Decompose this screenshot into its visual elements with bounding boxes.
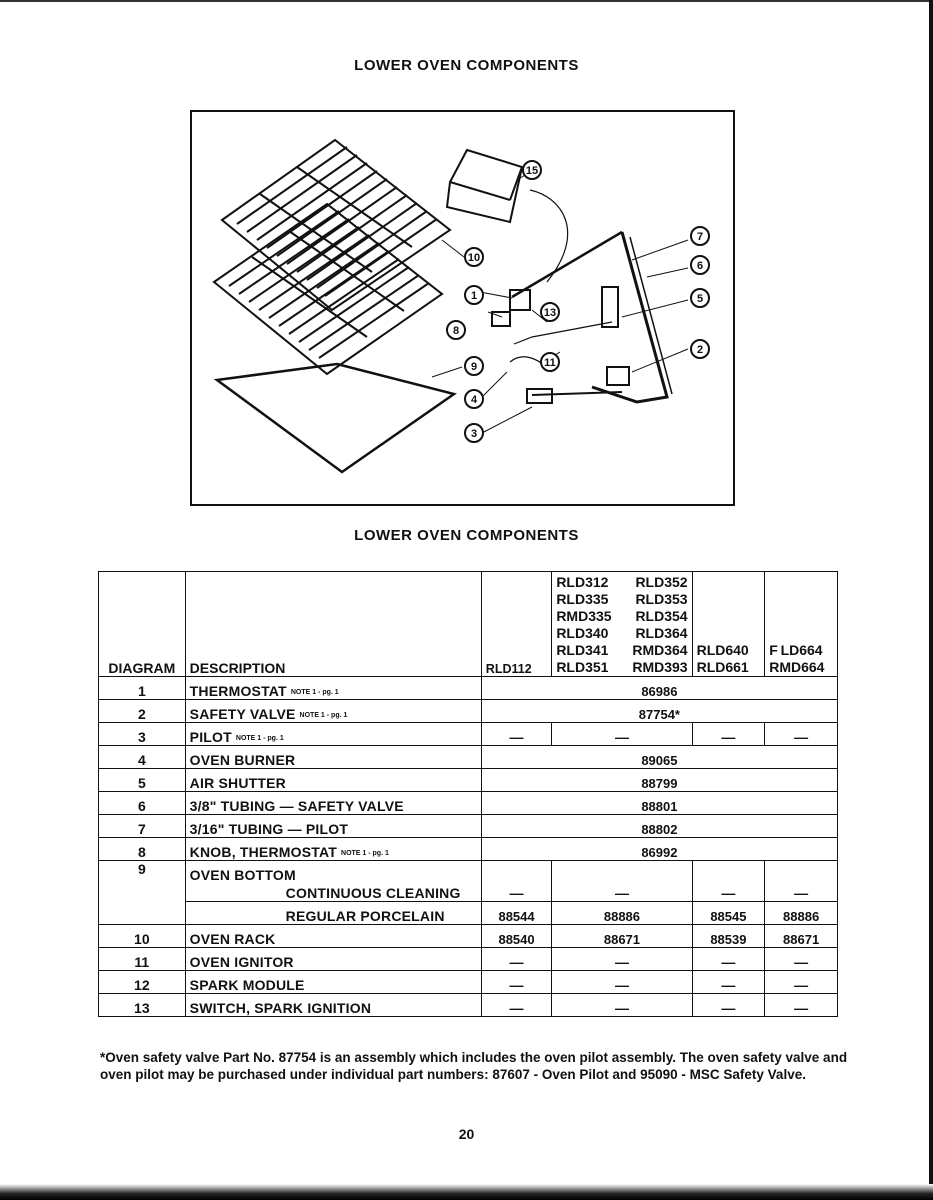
part-number: 87754* [481,700,837,723]
note-ref: NOTE 1 - pg. 1 [290,688,339,696]
row-description [185,700,481,723]
row-description [185,769,481,792]
row-number: 6 [99,792,186,815]
model-code: RLD341 [556,642,609,658]
oven-bottom-panel [217,364,454,472]
table-row [99,925,838,948]
row-description [185,723,481,746]
part-number: — [765,861,838,902]
part-number: — [552,971,692,994]
part-number: 88886 [552,902,692,925]
description-text: REGULAR PORCELAIN [285,908,445,924]
part-number: — [765,723,838,746]
model-code: RMD393 [632,659,688,675]
row-sub-description [185,883,481,902]
page-title: LOWER OVEN COMPONENTS [354,57,579,74]
description-text: SWITCH, SPARK IGNITION [189,1000,372,1016]
note-ref: NOTE 1 - pg. 1 [235,734,284,742]
table-row [99,994,838,1017]
description-text: OVEN IGNITOR [189,954,294,970]
table-row [99,861,838,884]
row-description [185,861,481,884]
model-code: RLD354 [635,608,688,624]
table-row [99,792,838,815]
part-number: — [765,948,838,971]
table-row [99,902,838,925]
row-description [185,792,481,815]
part-number: — [481,723,552,746]
header-diagram: DIAGRAM [99,572,186,677]
exploded-parts-diagram [190,110,735,506]
callout-label-3: 3 [470,428,478,440]
description-text: THERMOSTAT [189,683,287,699]
table-row [99,723,838,746]
description-text: CONTINUOUS CLEANING [285,885,461,901]
part-number: — [481,948,552,971]
table-row [99,769,838,792]
callout-label-6: 6 [696,260,704,272]
part-number: — [481,994,552,1017]
callout-label-7: 7 [696,231,704,243]
footnote: *Oven safety valve Part No. 87754 is an assembly which includes the oven pilot assembly. The oven safety valve and oven pilot may be purchased under individual part numbers: 87607 - Oven Pilot and 95090 - MSC Safety Valve. [100,1050,848,1082]
table-row [99,838,838,861]
row-number: 12 [99,971,186,994]
part-number: 86992 [481,838,837,861]
part-number: — [692,723,765,746]
row-description [185,994,481,1017]
part-number: — [552,861,692,902]
description-text: KNOB, THERMOSTAT [189,844,338,860]
model-code: RLD335 [556,591,609,607]
oven-rack-lower [214,204,442,374]
description-text: AIR SHUTTER [189,775,286,791]
spark-module-box [447,150,522,222]
table-row [99,746,838,769]
oven-rack-upper [222,140,450,310]
callout-label-15: 15 [525,165,539,177]
scan-edge-top [0,0,933,2]
table-header-row [99,572,838,677]
row-number: 10 [99,925,186,948]
parts-table [98,571,838,1017]
table-row [99,677,838,700]
callout-label-11: 11 [544,357,556,369]
header-model-a: RLD112 [481,572,552,677]
row-description [185,677,481,700]
row-number: 1 [99,677,186,700]
description-text: OVEN BOTTOM [189,867,296,883]
description-text: OVEN RACK [189,931,276,947]
row-description [185,948,481,971]
part-number: 88802 [481,815,837,838]
model-code: RLD364 [635,625,688,641]
description-text: SPARK MODULE [189,977,305,993]
part-number: 88799 [481,769,837,792]
row-number: 5 [99,769,186,792]
row-number: 3 [99,723,186,746]
part-number: 88544 [481,902,552,925]
description-text: OVEN BURNER [189,752,296,768]
part-number: 86986 [481,677,837,700]
callout-label-4: 4 [470,394,478,406]
part-number: 88886 [765,902,838,925]
callout-label-13: 13 [543,307,557,319]
row-description [185,971,481,994]
diagram-drawing [192,112,733,504]
row-description [185,815,481,838]
model-code: RMD335 [556,608,612,624]
part-number: — [552,948,692,971]
callout-label-9: 9 [470,361,478,373]
note-ref: NOTE 1 - pg. 1 [341,849,389,857]
part-number: — [481,971,552,994]
row-number: 4 [99,746,186,769]
part-number: — [692,948,765,971]
note-ref: NOTE 1 - pg. 1 [299,711,348,719]
row-description [185,925,481,948]
part-number: — [552,723,692,746]
table-row [99,971,838,994]
part-number: 88545 [692,902,765,925]
header-description: DESCRIPTION [185,572,481,677]
row-description [185,746,481,769]
part-number: 89065 [481,746,837,769]
row-number: 2 [99,700,186,723]
model-code: RLD352 [635,574,688,590]
row-number: 11 [99,948,186,971]
header-model-c [692,572,765,677]
description-text: 3/8" TUBING — SAFETY VALVE [189,798,404,814]
part-number: 88671 [765,925,838,948]
row-description [185,838,481,861]
table-row [99,700,838,723]
part-number: 88671 [552,925,692,948]
scan-edge-bottom [0,1184,933,1200]
callout-label-1: 1 [470,290,478,302]
model-code: RLD312 [556,574,609,590]
part-number: — [692,861,765,902]
part-number: — [765,994,838,1017]
header-model-b [552,572,692,677]
callout-label-10: 10 [467,252,481,264]
row-number: 13 [99,994,186,1017]
part-number: — [692,994,765,1017]
model-code: RLD640 [696,642,749,658]
model-code: RLD353 [635,591,688,607]
callout-label-8: 8 [452,325,460,337]
part-number: — [481,861,552,902]
page-number: 20 [458,1126,475,1142]
table-row [99,948,838,971]
part-number: — [552,994,692,1017]
scan-edge-right [929,0,933,1200]
header-model-d [765,572,838,677]
row-number: 9 [99,861,186,925]
row-sub-description [185,902,481,925]
callout-label-2: 2 [696,344,704,356]
table-title: LOWER OVEN COMPONENTS [354,527,579,544]
part-number: 88540 [481,925,552,948]
description-text: PILOT [189,729,232,745]
model-code: RLD351 [556,659,609,675]
model-code: RMD664 [769,659,825,675]
part-number: — [765,971,838,994]
description-text: 3/16" TUBING — PILOT [189,821,349,837]
model-code: RLD340 [556,625,609,641]
part-number: 88539 [692,925,765,948]
model-code: RLD661 [696,659,749,675]
table-row [99,815,838,838]
row-number: 8 [99,838,186,861]
description-text: SAFETY VALVE [189,706,296,722]
model-code: F LD664 [769,642,823,658]
row-number: 7 [99,815,186,838]
part-number: 88801 [481,792,837,815]
part-number: — [692,971,765,994]
model-code: RMD364 [632,642,688,658]
callout-label-5: 5 [696,293,704,305]
